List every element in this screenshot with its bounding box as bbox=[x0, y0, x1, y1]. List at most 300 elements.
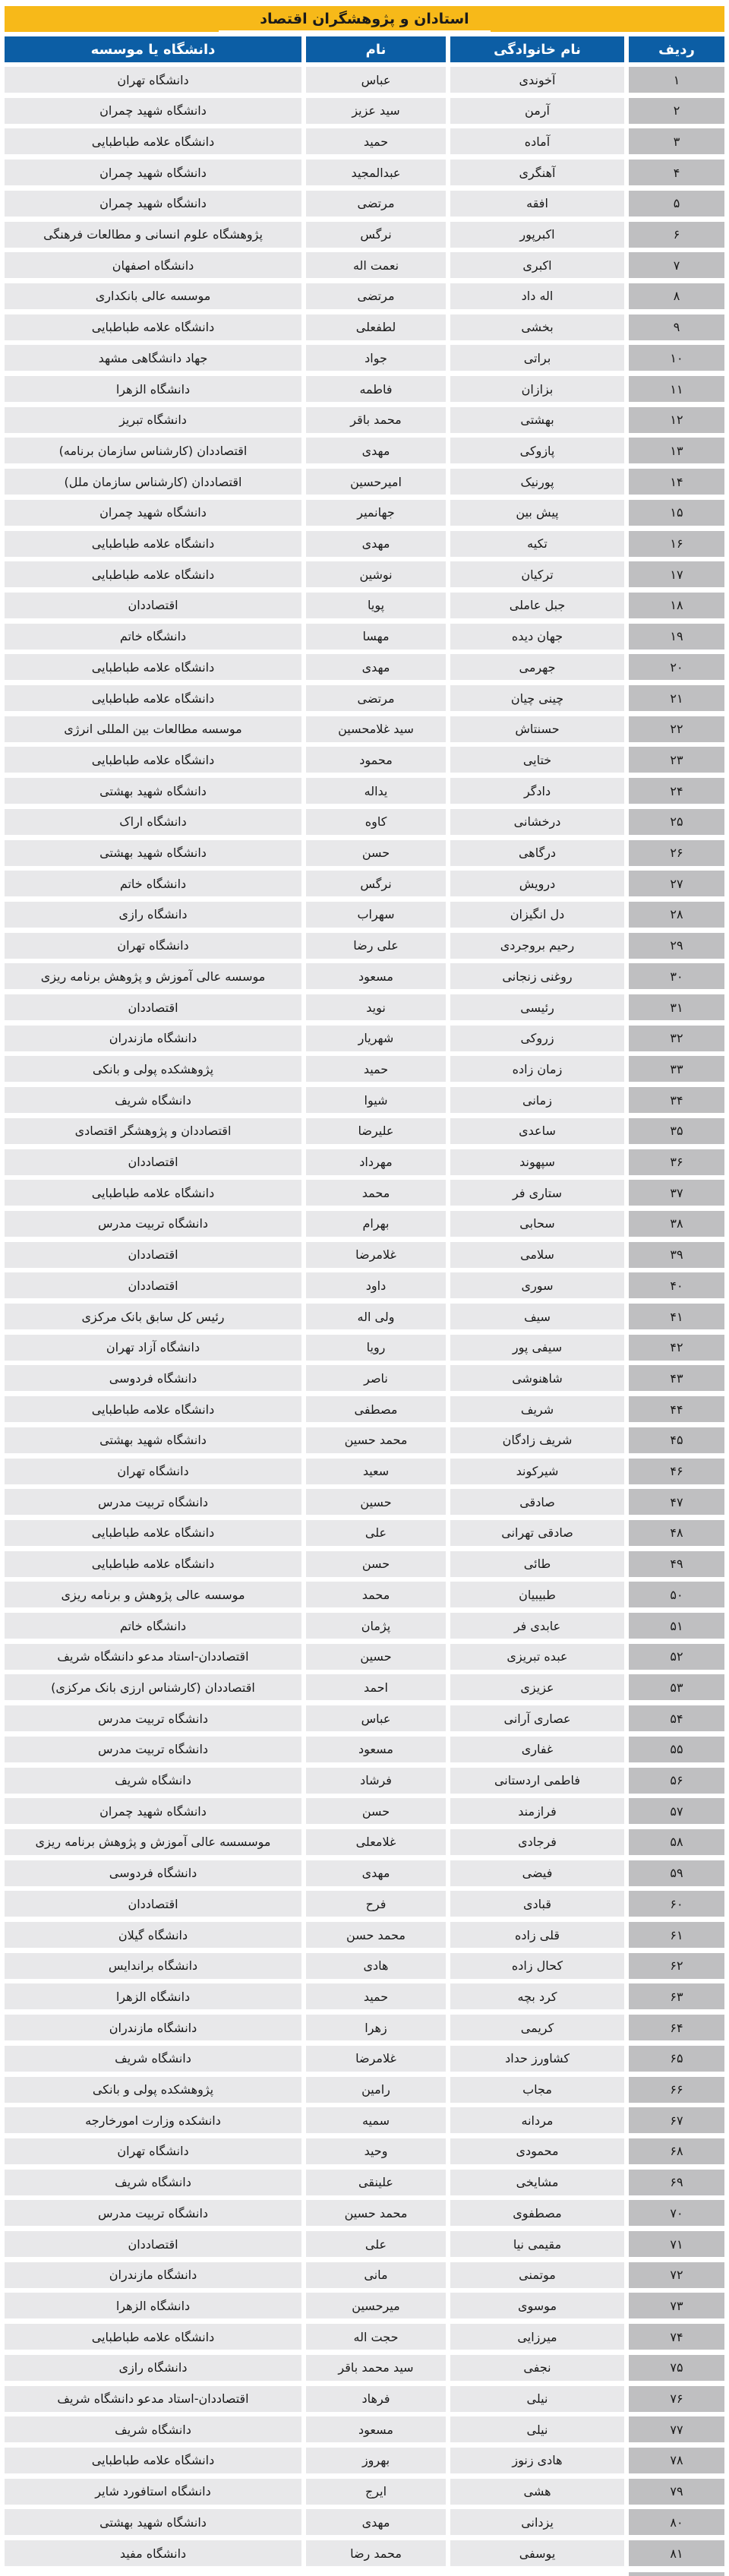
cell-institution: دانشگاه خاتم bbox=[5, 871, 301, 896]
cell-first-name: شیوا bbox=[306, 1087, 446, 1113]
cell-institution: پژوهشگاه علوم انسانی و مطالعات فرهنگی bbox=[5, 222, 301, 248]
cell-first-name: سهراب bbox=[306, 902, 446, 928]
cell-institution: موسسه عالی بانکداری bbox=[5, 283, 301, 309]
table-row bbox=[0, 1118, 729, 1144]
cell-index: ۲۷ bbox=[629, 871, 724, 896]
cell-index: ۴ bbox=[629, 160, 724, 185]
cell-first-name: غلامرضا bbox=[306, 1242, 446, 1268]
cell-institution: دانشکده وزارت امورخارجه bbox=[5, 2107, 301, 2133]
table-row bbox=[0, 2077, 729, 2103]
cell-institution: دانشگاه علامه طباطبایی bbox=[5, 531, 301, 557]
table-row bbox=[0, 1829, 729, 1855]
cell-first-name: مانی bbox=[306, 2262, 446, 2288]
table-row bbox=[0, 98, 729, 124]
cell-institution: دانشگاه علامه طباطبایی bbox=[5, 2324, 301, 2350]
cell-index: ۷۵ bbox=[629, 2355, 724, 2381]
cell-institution: دانشگاه علامه طباطبایی bbox=[5, 747, 301, 773]
cell-last-name: اله داد bbox=[450, 283, 624, 309]
table-row bbox=[0, 2170, 729, 2195]
column-header-index: ردیف bbox=[629, 36, 724, 62]
cell-first-name: مهدی bbox=[306, 2509, 446, 2535]
cell-institution: دانشگاه تهران bbox=[5, 1459, 301, 1484]
cell-last-name: مشایخی bbox=[450, 2170, 624, 2195]
table-row bbox=[0, 840, 729, 866]
cell-institution: دانشگاه شهید چمران bbox=[5, 98, 301, 124]
cell-institution: دانشگاه مازندران bbox=[5, 1026, 301, 1051]
cell-last-name: زمانی bbox=[450, 1087, 624, 1113]
cell-index: ۲۵ bbox=[629, 809, 724, 835]
table-row bbox=[0, 778, 729, 804]
cell-institution: اقتصاددان bbox=[5, 2231, 301, 2257]
table-row bbox=[0, 2138, 729, 2164]
cell-institution: دانشگاه علامه طباطبایی bbox=[5, 1396, 301, 1422]
table-title-bar bbox=[5, 6, 724, 32]
table-row bbox=[0, 1149, 729, 1175]
cell-institution: اقتصاددان bbox=[5, 593, 301, 618]
cell-last-name: کشاورز حداد bbox=[450, 2046, 624, 2072]
cell-institution: اقتصاددان و پژوهشگر اقتصادی bbox=[5, 1118, 301, 1144]
table-row bbox=[0, 2540, 729, 2566]
cell-first-name: محمد حسین bbox=[306, 1427, 446, 1453]
cell-last-name: هادی زنوز bbox=[450, 2448, 624, 2473]
cell-first-name: مسعود bbox=[306, 963, 446, 989]
cell-index: ۶۲ bbox=[629, 1953, 724, 1979]
cell-institution: دانشگاه شهید چمران bbox=[5, 1798, 301, 1824]
cell-index: ۴۳ bbox=[629, 1365, 724, 1391]
cell-last-name: شیرکوند bbox=[450, 1459, 624, 1484]
table-row bbox=[0, 1056, 729, 1082]
cell-index: ۶۶ bbox=[629, 2077, 724, 2103]
cell-last-name: سپهوند bbox=[450, 1149, 624, 1175]
cell-index: ۳۰ bbox=[629, 963, 724, 989]
cell-first-name: سید محمد باقر bbox=[306, 2355, 446, 2381]
cell-index: ۶۳ bbox=[629, 1983, 724, 2009]
cell-index: ۳۸ bbox=[629, 1211, 724, 1237]
table-row bbox=[0, 1459, 729, 1484]
cell-first-name: علی bbox=[306, 1520, 446, 1546]
cell-institution: اقتصاددان (کارشناس سازمان ملل) bbox=[5, 469, 301, 495]
cell-first-name: علیرضا bbox=[306, 1118, 446, 1144]
cell-last-name: یوسفی bbox=[450, 2540, 624, 2566]
title-underline-divider bbox=[219, 30, 491, 32]
cell-last-name: صادقی bbox=[450, 1489, 624, 1515]
cell-institution: اقتصاددان (کارشناس ارزی بانک مرکزی) bbox=[5, 1674, 301, 1700]
cell-first-name: نعمت اله bbox=[306, 252, 446, 278]
table-row bbox=[0, 1737, 729, 1762]
cell-index: ۷۳ bbox=[629, 2293, 724, 2318]
cell-last-name: مردانه bbox=[450, 2107, 624, 2133]
cell-index: ۴۵ bbox=[629, 1427, 724, 1453]
cell-institution: دانشگاه شریف bbox=[5, 1768, 301, 1794]
cell-first-name: محمد حسن bbox=[306, 1922, 446, 1948]
cell-index: ۱ bbox=[629, 67, 724, 93]
table-row bbox=[0, 1860, 729, 1886]
cell-index: ۱۶ bbox=[629, 531, 724, 557]
cell-last-name: شریف bbox=[450, 1396, 624, 1422]
cell-index: ۶۱ bbox=[629, 1922, 724, 1948]
cell-institution: دانشگاه علامه طباطبایی bbox=[5, 654, 301, 680]
cell-last-name: سیف bbox=[450, 1304, 624, 1329]
cell-institution: دانشگاه استافورد شایر bbox=[5, 2479, 301, 2505]
cell-institution: دانشگاه علامه طباطبایی bbox=[5, 1180, 301, 1206]
cell-index: ۳۵ bbox=[629, 1118, 724, 1144]
cell-index: ۳۱ bbox=[629, 994, 724, 1020]
table-row bbox=[0, 1705, 729, 1731]
cell-institution: دانشگاه تربیت مدرس bbox=[5, 2200, 301, 2226]
cell-last-name: دادگر bbox=[450, 778, 624, 804]
cell-institution: دانشگاه تهران bbox=[5, 2138, 301, 2164]
cell-institution: دانشگاه مازندران bbox=[5, 2262, 301, 2288]
cell-first-name: زهرا bbox=[306, 2015, 446, 2040]
cell-last-name: درگاهی bbox=[450, 840, 624, 866]
table-row bbox=[0, 2107, 729, 2133]
table-row bbox=[0, 902, 729, 928]
cell-first-name: حسن bbox=[306, 840, 446, 866]
cell-institution: دانشگاه شهید بهشتی bbox=[5, 840, 301, 866]
table-row bbox=[0, 314, 729, 340]
cell-institution: دانشگاه شهید چمران bbox=[5, 191, 301, 217]
table-row bbox=[0, 2386, 729, 2412]
cell-institution: دانشگاه علامه طباطبایی bbox=[5, 561, 301, 587]
cell-last-name: موتمنی bbox=[450, 2262, 624, 2288]
cell-index: ۷۰ bbox=[629, 2200, 724, 2226]
table-row bbox=[0, 283, 729, 309]
cell-last-name: طائی bbox=[450, 1551, 624, 1577]
cell-index: ۸۰ bbox=[629, 2509, 724, 2535]
table-row bbox=[0, 1953, 729, 1979]
cell-index: ۲۹ bbox=[629, 933, 724, 959]
cell-index: ۷۴ bbox=[629, 2324, 724, 2350]
cell-institution: رئیس کل سابق بانک مرکزی bbox=[5, 1304, 301, 1329]
table-row bbox=[0, 1180, 729, 1206]
cell-first-name: هادی bbox=[306, 1953, 446, 1979]
cell-last-name: قلی زاده bbox=[450, 1922, 624, 1948]
table-row bbox=[0, 2200, 729, 2226]
table-row bbox=[0, 1087, 729, 1113]
table-row bbox=[0, 2509, 729, 2535]
cell-last-name: درویش bbox=[450, 871, 624, 896]
cell-index: ۱۷ bbox=[629, 561, 724, 587]
cell-first-name: مسعود bbox=[306, 1737, 446, 1762]
cell-index: ۵۹ bbox=[629, 1860, 724, 1886]
cell-first-name: حمید bbox=[306, 1983, 446, 2009]
cell-index: ۳۹ bbox=[629, 1242, 724, 1268]
cell-index: ۵۶ bbox=[629, 1768, 724, 1794]
cell-first-name: سعید bbox=[306, 1459, 446, 1484]
table-row bbox=[0, 500, 729, 526]
cell-first-name: میرحسین bbox=[306, 2293, 446, 2318]
table-row bbox=[0, 1396, 729, 1422]
cell-last-name: براتی bbox=[450, 345, 624, 371]
cell-first-name: محمد bbox=[306, 1180, 446, 1206]
cell-index: ۴۰ bbox=[629, 1272, 724, 1298]
cell-first-name: مرتضی bbox=[306, 283, 446, 309]
cell-institution: دانشگاه شهید بهشتی bbox=[5, 778, 301, 804]
table-row bbox=[0, 2479, 729, 2505]
cell-institution: دانشگاه تهران bbox=[5, 933, 301, 959]
table-row bbox=[0, 624, 729, 650]
cell-last-name: حسنتاش bbox=[450, 716, 624, 742]
cell-first-name: علی bbox=[306, 2231, 446, 2257]
table-row bbox=[0, 1922, 729, 1948]
cell-index: ۱۲ bbox=[629, 407, 724, 433]
cell-institution: موسسه مطالعات بین المللی انرژی bbox=[5, 716, 301, 742]
table-row bbox=[0, 469, 729, 495]
cell-first-name: ایرج bbox=[306, 2479, 446, 2505]
table-row bbox=[0, 1211, 729, 1237]
cell-index: ۶۹ bbox=[629, 2170, 724, 2195]
column-header-institution: دانشگاه یا موسسه bbox=[5, 36, 301, 62]
table-row bbox=[0, 1272, 729, 1298]
table-row bbox=[0, 654, 729, 680]
cell-first-name: مصطفی bbox=[306, 1396, 446, 1422]
cell-index: ۸۱ bbox=[629, 2540, 724, 2566]
cell-first-name: نرگس bbox=[306, 222, 446, 248]
cell-last-name: پورنیک bbox=[450, 469, 624, 495]
cell-last-name: ساعدی bbox=[450, 1118, 624, 1144]
cell-last-name: طبیبیان bbox=[450, 1582, 624, 1607]
table-row bbox=[0, 345, 729, 371]
cell-last-name: زروکی bbox=[450, 1026, 624, 1051]
table-row bbox=[0, 1582, 729, 1607]
cell-index: ۲۶ bbox=[629, 840, 724, 866]
cell-index: ۴۶ bbox=[629, 1459, 724, 1484]
cell-last-name: رحیم بروجردی bbox=[450, 933, 624, 959]
cell-last-name: عابدی فر bbox=[450, 1613, 624, 1639]
cell-institution: دانشگاه شریف bbox=[5, 2170, 301, 2195]
cell-institution: دانشگاه خاتم bbox=[5, 1613, 301, 1639]
cell-first-name: امیرحسین bbox=[306, 469, 446, 495]
cell-index: ۲ bbox=[629, 98, 724, 124]
cell-institution: اقتصاددان bbox=[5, 1242, 301, 1268]
cell-last-name: دل انگیزان bbox=[450, 902, 624, 928]
cell-index: ۶۷ bbox=[629, 2107, 724, 2133]
cell-institution: دانشگاه شریف bbox=[5, 2046, 301, 2072]
cell-index: ۴۹ bbox=[629, 1551, 724, 1577]
cell-first-name: پویا bbox=[306, 593, 446, 618]
cell-last-name: اکبری bbox=[450, 252, 624, 278]
cell-first-name: بهرام bbox=[306, 1211, 446, 1237]
cell-institution: اقتصاددان bbox=[5, 1891, 301, 1917]
cell-last-name: آخوندی bbox=[450, 67, 624, 93]
cell-index: ۵۴ bbox=[629, 1705, 724, 1731]
cell-first-name: حجت اله bbox=[306, 2324, 446, 2350]
cell-index: ۷ bbox=[629, 252, 724, 278]
cell-institution: دانشگاه الزهرا bbox=[5, 376, 301, 402]
table-row bbox=[0, 747, 729, 773]
cell-last-name: موسوی bbox=[450, 2293, 624, 2318]
cell-last-name: جبل عاملی bbox=[450, 593, 624, 618]
cell-last-name: روغنی زنجانی bbox=[450, 963, 624, 989]
cell-index: ۳۳ bbox=[629, 1056, 724, 1082]
cell-index: ۴۱ bbox=[629, 1304, 724, 1329]
cell-last-name: بهشتی bbox=[450, 407, 624, 433]
cell-last-name: غفاری bbox=[450, 1737, 624, 1762]
cell-last-name: بزازان bbox=[450, 376, 624, 402]
table-row bbox=[0, 191, 729, 217]
cell-last-name: سلامی bbox=[450, 1242, 624, 1268]
cell-last-name: محمودی bbox=[450, 2138, 624, 2164]
cell-first-name: یداله bbox=[306, 778, 446, 804]
table-row bbox=[0, 871, 729, 896]
cell-last-name: سحابی bbox=[450, 1211, 624, 1237]
table-row bbox=[0, 1242, 729, 1268]
cell-last-name: ختایی bbox=[450, 747, 624, 773]
cell-institution: دانشگاه فردوسی bbox=[5, 1860, 301, 1886]
cell-first-name: جهانمیر bbox=[306, 500, 446, 526]
cell-first-name: مهدی bbox=[306, 531, 446, 557]
cell-first-name: پژمان bbox=[306, 1613, 446, 1639]
table-row bbox=[0, 994, 729, 1020]
cell-institution: دانشگاه شهید چمران bbox=[5, 500, 301, 526]
cell-institution: دانشگاه تربیت مدرس bbox=[5, 1211, 301, 1237]
cell-last-name: میرزایی bbox=[450, 2324, 624, 2350]
cell-index: ۳۲ bbox=[629, 1026, 724, 1051]
cell-index: ۶ bbox=[629, 222, 724, 248]
cell-index: ۵۰ bbox=[629, 1582, 724, 1607]
table-row bbox=[0, 685, 729, 711]
cell-index: ۱۱ bbox=[629, 376, 724, 402]
cell-last-name: مقیمی نیا bbox=[450, 2231, 624, 2257]
cell-last-name: شریف زادگان bbox=[450, 1427, 624, 1453]
cell-index: ۷۶ bbox=[629, 2386, 724, 2412]
cell-first-name: مهدی bbox=[306, 438, 446, 463]
table-row bbox=[0, 933, 729, 959]
cell-index: ۵۸ bbox=[629, 1829, 724, 1855]
table-header bbox=[0, 36, 729, 62]
cell-index: ۹ bbox=[629, 314, 724, 340]
cell-first-name: مهرداد bbox=[306, 1149, 446, 1175]
cell-first-name: محمد حسین bbox=[306, 2200, 446, 2226]
cell-last-name: سیفی پور bbox=[450, 1335, 624, 1361]
table-row bbox=[0, 160, 729, 185]
table-row bbox=[0, 561, 729, 587]
cell-last-name: ترکیان bbox=[450, 561, 624, 587]
cell-first-name: فرشاد bbox=[306, 1768, 446, 1794]
table-row bbox=[0, 1520, 729, 1546]
cell-last-name: کحال زاده bbox=[450, 1953, 624, 1979]
cell-first-name: محمد باقر bbox=[306, 407, 446, 433]
cell-first-name: حمید bbox=[306, 128, 446, 154]
cell-index: ۴۴ bbox=[629, 1396, 724, 1422]
cell-last-name: صادقی تهرانی bbox=[450, 1520, 624, 1546]
cell-first-name: عباس bbox=[306, 67, 446, 93]
cell-first-name: حسن bbox=[306, 1551, 446, 1577]
cell-institution: موسسه عالی آموزش و پژوهش برنامه ریزی bbox=[5, 963, 301, 989]
column-header-last-name: نام خانوادگی bbox=[450, 36, 624, 62]
cell-first-name: رامین bbox=[306, 2077, 446, 2103]
cell-index: ۳۶ bbox=[629, 1149, 724, 1175]
cell-index: ۱۴ bbox=[629, 469, 724, 495]
cell-index: ۳ bbox=[629, 128, 724, 154]
cell-last-name: چینی چیان bbox=[450, 685, 624, 711]
cell-index: ۲۱ bbox=[629, 685, 724, 711]
cell-last-name: عصاری آرانی bbox=[450, 1705, 624, 1731]
cell-index: ۱۳ bbox=[629, 438, 724, 463]
cell-first-name: نرگس bbox=[306, 871, 446, 896]
cell-last-name: پیش بین bbox=[450, 500, 624, 526]
cell-index: ۲۳ bbox=[629, 747, 724, 773]
cell-institution: دانشگاه الزهرا bbox=[5, 1983, 301, 2009]
cell-first-name: سمیه bbox=[306, 2107, 446, 2133]
cell-institution: دانشگاه اصفهان bbox=[5, 252, 301, 278]
cell-institution: دانشگاه الزهرا bbox=[5, 2293, 301, 2318]
cell-first-name: محمد bbox=[306, 1582, 446, 1607]
table-row bbox=[0, 407, 729, 433]
cell-index: ۵۳ bbox=[629, 1674, 724, 1700]
cell-last-name: نجفی bbox=[450, 2355, 624, 2381]
cell-index: ۲۸ bbox=[629, 902, 724, 928]
cell-first-name: بهروز bbox=[306, 2448, 446, 2473]
cell-institution: دانشگاه اراک bbox=[5, 809, 301, 835]
cell-first-name: حسین bbox=[306, 1489, 446, 1515]
cell-institution: دانشگاه علامه طباطبایی bbox=[5, 314, 301, 340]
cell-last-name: نیلی bbox=[450, 2386, 624, 2412]
cell-last-name: آماده bbox=[450, 128, 624, 154]
cell-institution: اقتصاددان-استاد مدعو دانشگاه شریف bbox=[5, 1644, 301, 1670]
cell-index: ۶۴ bbox=[629, 2015, 724, 2040]
cell-index: ۸ bbox=[629, 283, 724, 309]
cell-index: ۳۷ bbox=[629, 1180, 724, 1206]
cell-index: ۱۹ bbox=[629, 624, 724, 650]
cell-institution: دانشگاه علامه طباطبایی bbox=[5, 685, 301, 711]
cell-first-name: نوید bbox=[306, 994, 446, 1020]
cell-first-name: فرح bbox=[306, 1891, 446, 1917]
cell-institution: موسسسه عالی آموزش و پژوهش برنامه ریزی bbox=[5, 1829, 301, 1855]
cell-institution: دانشگاه گیلان bbox=[5, 1922, 301, 1948]
cell-first-name: حسن bbox=[306, 1798, 446, 1824]
cell-first-name: فرهاد bbox=[306, 2386, 446, 2412]
cell-index: ۵۱ bbox=[629, 1613, 724, 1639]
cell-institution: دانشگاه رازی bbox=[5, 2355, 301, 2381]
table-row bbox=[0, 1335, 729, 1361]
cell-index: ۷۸ bbox=[629, 2448, 724, 2473]
cell-index: ۱۰ bbox=[629, 345, 724, 371]
cell-last-name: فرازمند bbox=[450, 1798, 624, 1824]
table-row bbox=[0, 1304, 729, 1329]
cell-last-name: زمان زاده bbox=[450, 1056, 624, 1082]
cell-institution: دانشگاه شریف bbox=[5, 2416, 301, 2442]
table-row bbox=[0, 2448, 729, 2473]
table-end-strip bbox=[629, 2572, 724, 2576]
cell-institution: دانشگاه شهید بهشتی bbox=[5, 2509, 301, 2535]
cell-last-name: جهرمی bbox=[450, 654, 624, 680]
cell-institution: دانشگاه شهید چمران bbox=[5, 160, 301, 185]
cell-institution: اقتصاددان bbox=[5, 1149, 301, 1175]
cell-institution: دانشگاه براندایس bbox=[5, 1953, 301, 1979]
table-row bbox=[0, 1026, 729, 1051]
cell-last-name: سوری bbox=[450, 1272, 624, 1298]
cell-last-name: فاطمی اردستانی bbox=[450, 1768, 624, 1794]
cell-first-name: علینقی bbox=[306, 2170, 446, 2195]
cell-last-name: قبادی bbox=[450, 1891, 624, 1917]
table-row bbox=[0, 2046, 729, 2072]
page-title: استادان و پژوهشگران اقتصاد bbox=[260, 11, 469, 27]
cell-institution: دانشگاه علامه طباطبایی bbox=[5, 2448, 301, 2473]
cell-first-name: عباس bbox=[306, 1705, 446, 1731]
cell-first-name: ولی اله bbox=[306, 1304, 446, 1329]
table-row bbox=[0, 2416, 729, 2442]
cell-index: ۲۴ bbox=[629, 778, 724, 804]
cell-last-name: افقه bbox=[450, 191, 624, 217]
table-row bbox=[0, 1983, 729, 2009]
cell-first-name: محمد رضا bbox=[306, 2540, 446, 2566]
table-row bbox=[0, 67, 729, 93]
cell-institution: اقتصاددان bbox=[5, 994, 301, 1020]
cell-institution: جهاد دانشگاهی مشهد bbox=[5, 345, 301, 371]
cell-last-name: کریمی bbox=[450, 2015, 624, 2040]
cell-institution: دانشگاه مفید bbox=[5, 2540, 301, 2566]
